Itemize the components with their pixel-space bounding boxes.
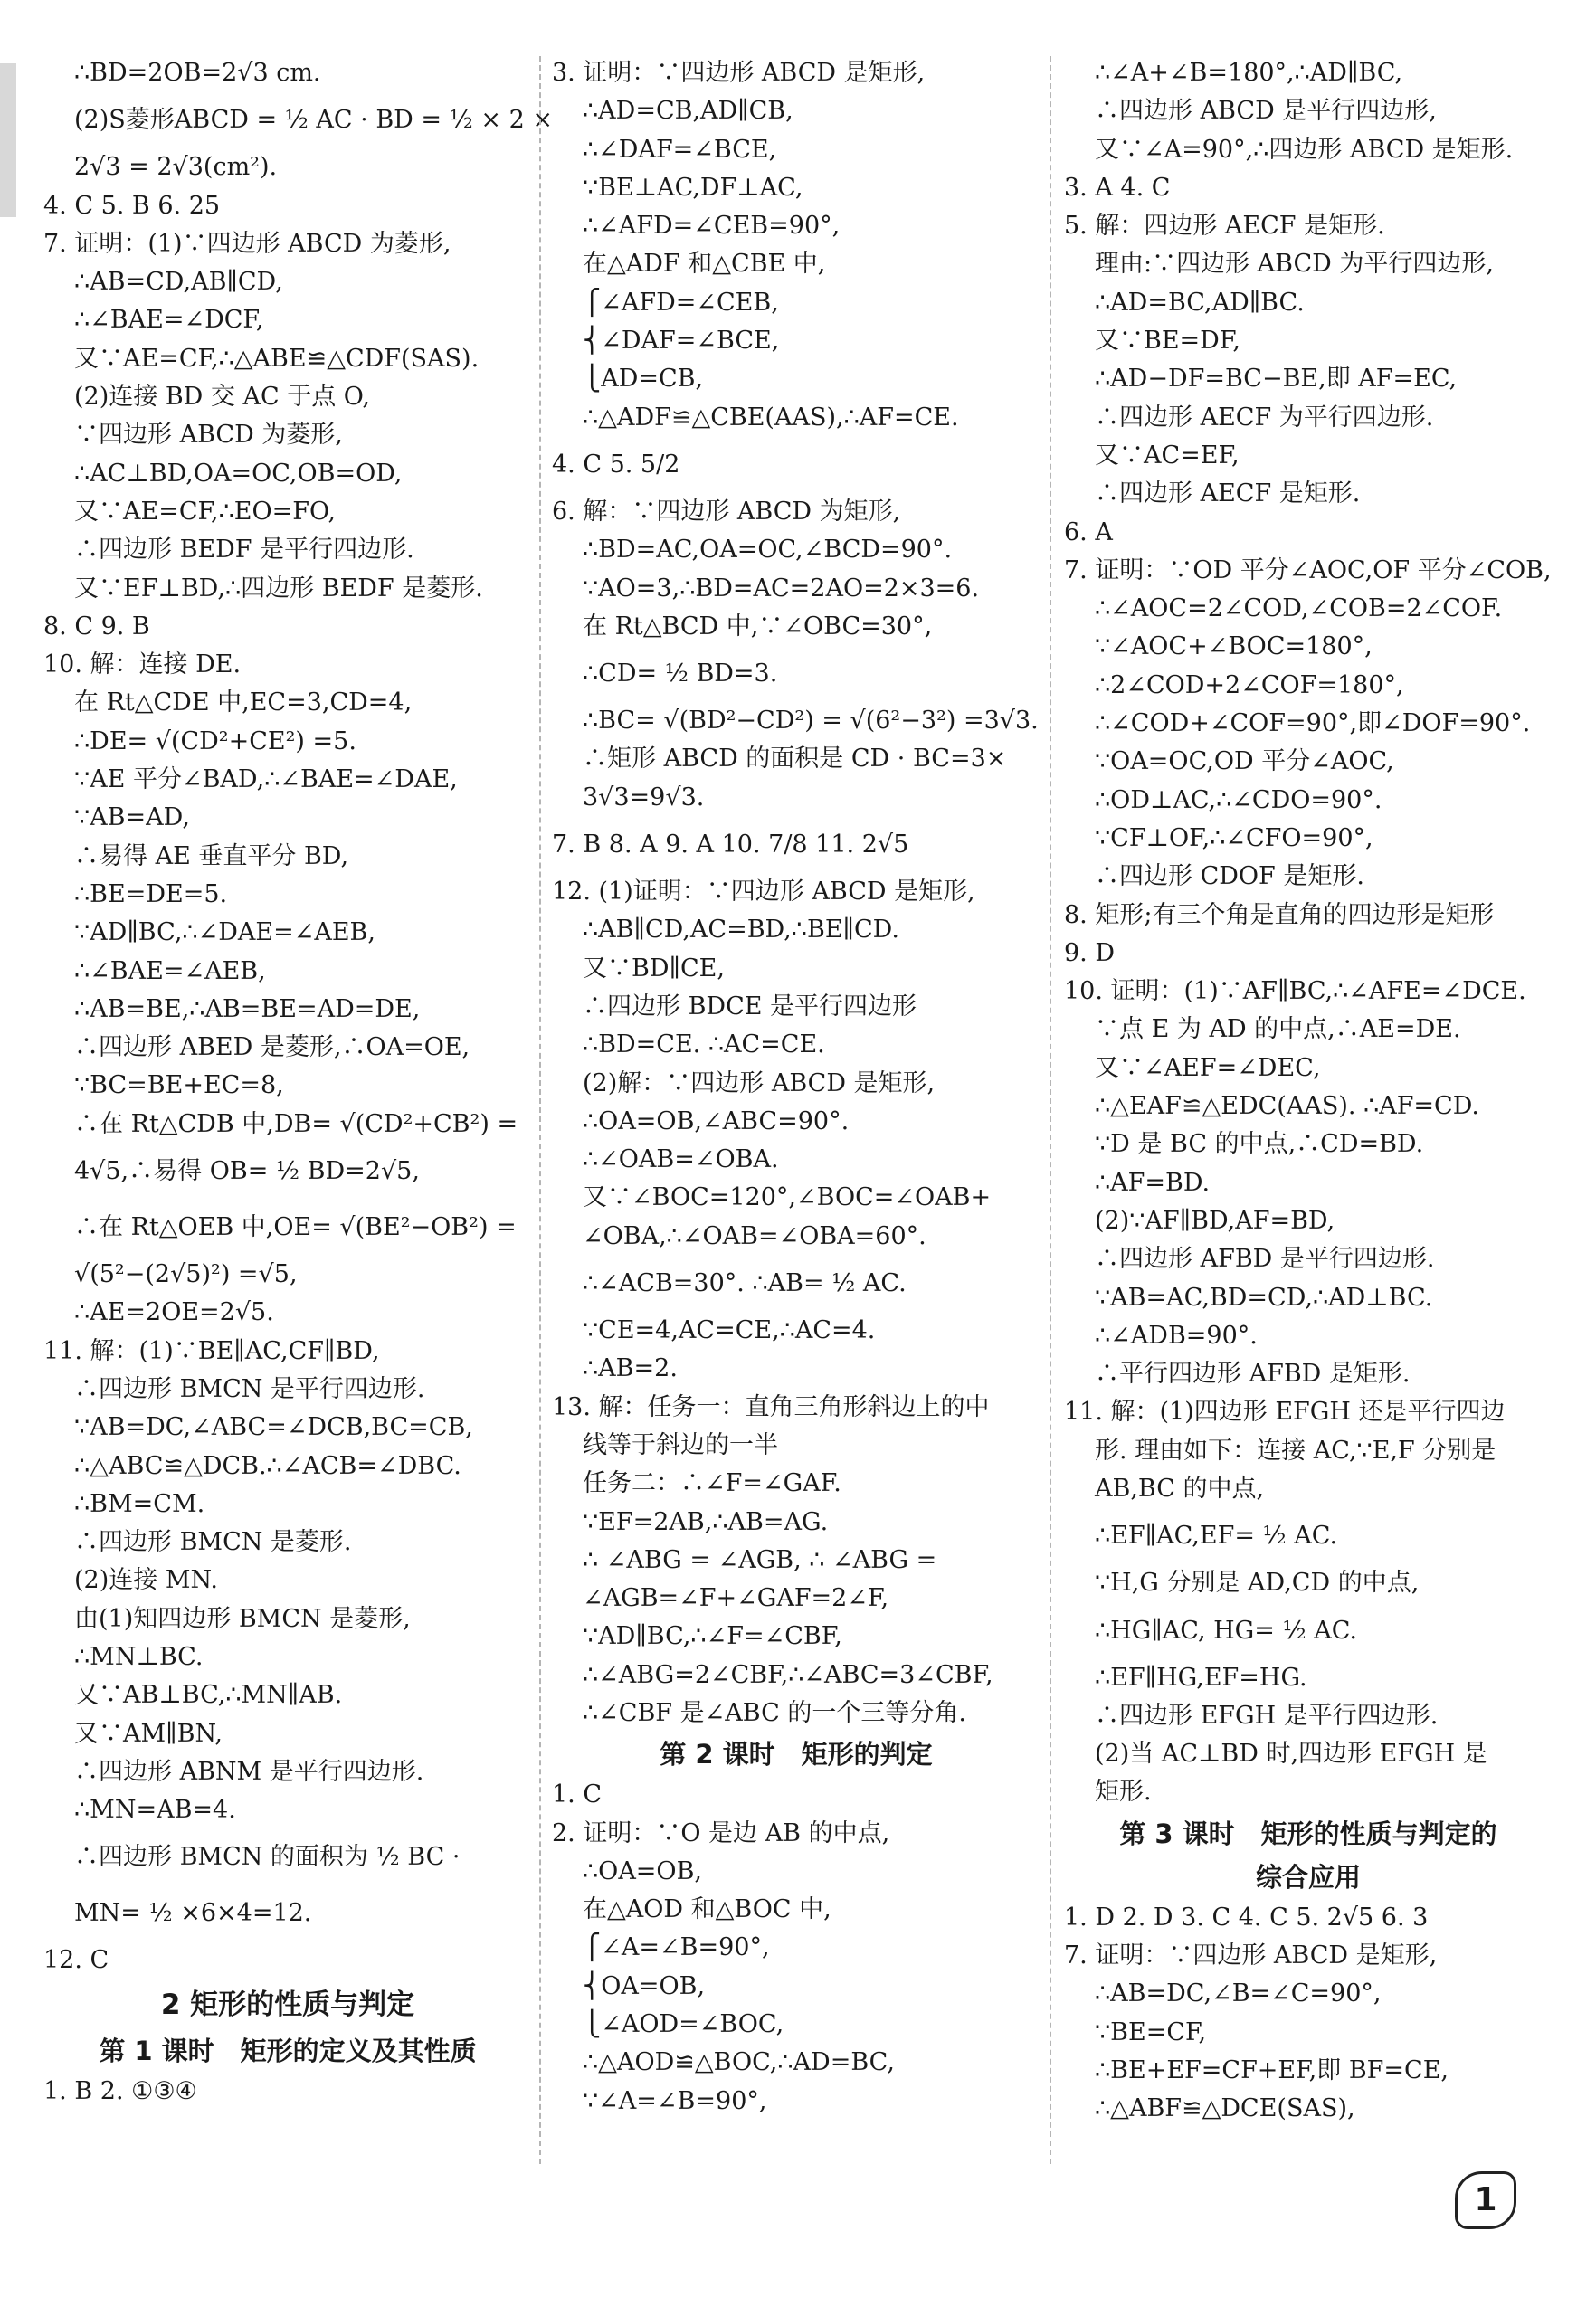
answer-line: ∵AB=AD, (74, 803, 190, 832)
answer-line: 在△ADF 和△CBE 中, (583, 250, 826, 279)
answer-line: ∴MN=AB=4. (74, 1796, 236, 1825)
answer-line: ∴四边形 AECF 是矩形. (1095, 479, 1361, 508)
answer-line: 又∵BE=DF, (1095, 327, 1240, 356)
answer-line: ∵AB=DC,∠ABC=∠DCB,BC=CB, (74, 1413, 473, 1442)
answer-line: ∴四边形 BMCN 是平行四边形. (74, 1374, 425, 1403)
answer-line: ∴AD−DF=BC−BE,即 AF=EC, (1095, 365, 1458, 394)
answer-line: ∴易得 AE 垂直平分 BD, (74, 841, 349, 870)
answer-line: ∴在 Rt△CDB 中,DB= √(CD²+CB²) = (74, 1109, 518, 1138)
answer-line: ∵四边形 ABCD 为菱形, (74, 421, 343, 450)
answer-line: ∴∠COD+∠COF=90°,即∠DOF=90°. (1095, 709, 1531, 738)
answer-line: ∵点 E 为 AD 的中点,∴AE=DE. (1095, 1015, 1461, 1044)
answer-line: ∴AB=BE,∴AB=BE=AD=DE, (74, 994, 421, 1023)
answer-line: 又∵AC=EF, (1095, 441, 1240, 470)
answer-line: 理由:∵四边形 ABCD 为平行四边形, (1095, 250, 1494, 279)
answer-line: (2)连接 BD 交 AC 于点 O, (74, 383, 370, 412)
answer-line: ∴∠BAE=∠DCF, (74, 306, 264, 335)
page-number-badge: 1 (1455, 2171, 1516, 2229)
answer-line: ⎧∠AFD=∠CEB, (583, 288, 779, 317)
answer-line: ∴△ABF≌△DCE(SAS), (1095, 2094, 1355, 2123)
answer-item: 8. C 9. B (43, 612, 150, 641)
answer-item: 2. 证明：∵O 是边 AB 的中点, (552, 1818, 890, 1847)
answer-line: ∴∠DAF=∠BCE, (583, 135, 777, 164)
answer-line: ∵EF=2AB,∴AB=AG. (583, 1507, 829, 1536)
answer-line: ∵CF⊥OF,∴∠CFO=90°, (1095, 823, 1373, 852)
answer-line: ∴四边形 ABNM 是平行四边形. (74, 1757, 424, 1786)
answer-line: 又∵AM∥BN, (74, 1719, 223, 1748)
answer-item: 7. B 8. A 9. A 10. 7/8 11. 2√5 (552, 831, 909, 859)
answer-line: (2)连接 MN. (74, 1566, 218, 1595)
answer-line: ∴OA=OB,∠ABC=90°. (583, 1106, 850, 1135)
answer-item: 1. D 2. D 3. C 4. C 5. 2√5 6. 3 (1064, 1903, 1429, 1932)
answer-item: 3. 证明：∵四边形 ABCD 是矩形, (552, 59, 926, 87)
answer-line: ∴BC= √(BD²−CD²) = √(6²−3²) =3√3. (583, 707, 1039, 736)
answer-line: ∴四边形 CDOF 是矩形. (1095, 862, 1364, 891)
answer-item: 8. 矩形;有三个角是直角的四边形是矩形 (1064, 900, 1495, 929)
answer-line: ∴∠AOC=2∠COD,∠COB=2∠COF. (1095, 594, 1503, 623)
lesson-heading: 第 1 课时 矩形的定义及其性质 (99, 2035, 477, 2066)
answer-item: 7. 证明：∵四边形 ABCD 是矩形, (1064, 1941, 1438, 1970)
answer-item: 10. 解：连接 DE. (43, 650, 242, 679)
answer-line: ∴∠ADB=90°. (1095, 1321, 1258, 1350)
answer-line: ∠AGB=∠F+∠GAF=2∠F, (583, 1584, 889, 1613)
answer-item: 13. 解：任务一：直角三角形斜边上的中 (552, 1392, 990, 1421)
answer-line: ∴DE= √(CD²+CE²) =5. (74, 726, 356, 755)
column-divider (1050, 56, 1051, 2164)
answer-line: ∵BE=CF, (1095, 2017, 1207, 2046)
answer-line: ∴四边形 EFGH 是平行四边形. (1095, 1701, 1439, 1730)
answer-line: ∵AD∥BC,∴∠DAE=∠AEB, (74, 918, 375, 947)
answer-line: ∴四边形 ABED 是菱形,∴OA=OE, (74, 1033, 470, 1062)
answer-item: 4. C 5. 5/2 (552, 450, 680, 479)
answer-line: ∴平行四边形 AFBD 是矩形. (1095, 1360, 1411, 1389)
answer-line: ∴HG∥AC, HG= ½ AC. (1095, 1616, 1357, 1645)
answer-line: AB,BC 的中点, (1095, 1474, 1265, 1503)
answer-item: 4. C 5. B 6. 25 (43, 191, 221, 220)
answer-line: ∴四边形 BEDF 是平行四边形. (74, 536, 414, 565)
answer-line: ∵OA=OC,OD 平分∠AOC, (1095, 747, 1394, 776)
answer-line: (2)S菱形ABCD = ½ AC · BD = ½ × 2 × (74, 106, 553, 135)
answer-line: ∴OD⊥AC,∴∠CDO=90°. (1095, 785, 1382, 814)
answer-line: 又∵AB⊥BC,∴MN∥AB. (74, 1681, 343, 1710)
answer-line: 又∵EF⊥BD,∴四边形 BEDF 是菱形. (74, 574, 483, 603)
answer-line: ∴CD= ½ BD=3. (583, 660, 778, 688)
answer-line: ∴∠ABG=2∠CBF,∴∠ABC=3∠CBF, (583, 1660, 993, 1689)
answer-line: 在 Rt△CDE 中,EC=3,CD=4, (74, 688, 413, 717)
answer-line: ∴BD=CE. ∴AC=CE. (583, 1030, 825, 1059)
answer-item: 12. (1)证明：∵四边形 ABCD 是矩形, (552, 878, 975, 907)
answer-line: 3√3=9√3. (583, 783, 705, 812)
answer-line: ∴四边形 BDCE 是平行四边形 (583, 992, 917, 1021)
answer-line: ∴∠A+∠B=180°,∴AD∥BC, (1095, 59, 1403, 87)
answer-line: 2√3 = 2√3(cm²). (74, 153, 278, 182)
answer-line: ∵BC=BE+EC=8, (74, 1071, 284, 1100)
answer-line: ∴∠ACB=30°. ∴AB= ½ AC. (583, 1269, 907, 1298)
answer-line: ∴AB=2. (583, 1354, 678, 1383)
lesson-heading: 第 3 课时 矩形的性质与判定的 (1119, 1818, 1497, 1849)
lesson-heading: 第 2 课时 矩形的判定 (660, 1739, 933, 1771)
answer-line: ∠OBA,∴∠OAB=∠OBA=60°. (583, 1221, 926, 1250)
answer-line: ∴OA=OB, (583, 1856, 702, 1885)
answer-line: ∵H,G 分别是 AD,CD 的中点, (1095, 1569, 1420, 1598)
answer-line: ∴矩形 ABCD 的面积是 CD · BC=3× (583, 745, 1007, 774)
answer-item: 12. C (43, 1946, 109, 1975)
answer-line: (2)解：∵四边形 ABCD 是矩形, (583, 1068, 936, 1097)
column-right (1064, 54, 1553, 2129)
answer-line: ∴△AOD≌△BOC,∴AD=BC, (583, 2048, 895, 2077)
answer-line: ∴∠BAE=∠AEB, (74, 956, 266, 985)
answer-line: 任务二：∴∠F=∠GAF. (583, 1469, 841, 1498)
answer-line: ∴AF=BD. (1095, 1168, 1211, 1197)
answer-line: ∵AB=AC,BD=CD,∴AD⊥BC. (1095, 1283, 1433, 1312)
answer-line: ∴BE+EF=CF+EF,即 BF=CE, (1095, 2055, 1449, 2084)
answer-line: ∵∠AOC+∠BOC=180°, (1095, 632, 1373, 661)
answer-line: 在△AOD 和△BOC 中, (583, 1895, 831, 1924)
answer-line: ∴AB=CD,AB∥CD, (74, 268, 283, 297)
answer-line: (2)∵AF∥BD,AF=BD, (1095, 1206, 1335, 1235)
answer-line: ∴AD=CB,AD∥CB, (583, 97, 793, 126)
answer-line: ∴四边形 BMCN 是菱形. (74, 1528, 352, 1557)
answer-item: 1. C (552, 1780, 603, 1809)
answer-line: ∵AD∥BC,∴∠F=∠CBF, (583, 1622, 842, 1651)
answer-line: ∵AO=3,∴BD=AC=2AO=2×3=6. (583, 574, 980, 603)
answer-item: 3. A 4. C (1064, 173, 1171, 202)
answer-line: ∴AC⊥BD,OA=OC,OB=OD, (74, 459, 403, 488)
answer-line: ∴△ADF≌△CBE(AAS),∴AF=CE. (583, 403, 959, 432)
answer-item: 9. D (1064, 938, 1115, 967)
answer-item: 6. 解：∵四边形 ABCD 为矩形, (552, 497, 901, 526)
answer-item: 11. 解：(1)∵BE∥AC,CF∥BD, (43, 1336, 380, 1365)
answer-line: ∴EF∥HG,EF=HG. (1095, 1663, 1307, 1692)
answer-line: ⎨∠DAF=∠BCE, (583, 327, 780, 356)
answer-line: ⎨OA=OB, (583, 1971, 706, 2000)
answer-line: ∴AB∥CD,AC=BD,∴BE∥CD. (583, 916, 899, 945)
answer-item: 10. 证明：(1)∵AF∥BC,∴∠AFE=∠DCE. (1064, 977, 1526, 1006)
answer-item: 6. A (1064, 517, 1113, 546)
answer-line: ∴AE=2OE=2√5. (74, 1298, 274, 1327)
column-divider (539, 56, 541, 2164)
answer-line: ∵BE⊥AC,DF⊥AC, (583, 173, 803, 202)
answer-line: 又∵AE=CF,∴△ABE≌△CDF(SAS). (74, 344, 480, 373)
lesson-heading: 综合应用 (1255, 1861, 1361, 1893)
answer-line: ∴BE=DE=5. (74, 879, 228, 908)
answer-line: 又∵AE=CF,∴EO=FO, (74, 497, 337, 526)
answer-line: ∴△ABC≌△DCB.∴∠ACB=∠DBC. (74, 1451, 461, 1480)
answer-line: 线等于斜边的一半 (583, 1430, 778, 1459)
column-left (43, 54, 553, 2111)
answer-line: 由(1)知四边形 BMCN 是菱形, (74, 1604, 411, 1633)
answer-line: ∵AE 平分∠BAD,∴∠BAE=∠DAE, (74, 765, 458, 794)
section-heading: 2 矩形的性质与判定 (160, 1988, 415, 2021)
answer-line: ∴BD=2OB=2√3 cm. (74, 59, 321, 87)
answer-item: 7. 证明：(1)∵四边形 ABCD 为菱形, (43, 229, 451, 258)
answer-line: 4√5,∴易得 OB= ½ BD=2√5, (74, 1157, 420, 1186)
answer-line: 又∵∠BOC=120°,∠BOC=∠OAB+ (583, 1183, 992, 1212)
answer-line: ∴MN⊥BC. (74, 1642, 204, 1671)
answer-line: ∴BM=CM. (74, 1489, 205, 1518)
answer-line: ∴四边形 BMCN 的面积为 ½ BC · (74, 1843, 461, 1872)
answer-line: ∴∠OAB=∠OBA. (583, 1145, 779, 1174)
answer-line: ∴四边形 ABCD 是平行四边形, (1095, 97, 1437, 126)
answer-line: ∴BD=AC,OA=OC,∠BCD=90°. (583, 536, 953, 565)
answer-line: ∴∠AFD=∠CEB=90°, (583, 212, 841, 241)
answer-line: 矩形. (1095, 1778, 1152, 1807)
answer-line: ∴∠CBF 是∠ABC 的一个三等分角. (583, 1698, 966, 1727)
answer-line: ⎧∠A=∠B=90°, (583, 1933, 770, 1962)
answer-line: 形. 理由如下：连接 AC,∵E,F 分别是 (1095, 1436, 1496, 1465)
answer-line: ∴ ∠ABG = ∠AGB, ∴ ∠ABG = (583, 1545, 937, 1574)
answer-line: ∴四边形 AFBD 是平行四边形. (1095, 1245, 1435, 1274)
answer-line: ∴在 Rt△OEB 中,OE= √(BE²−OB²) = (74, 1213, 517, 1242)
answer-line: ∴EF∥AC,EF= ½ AC. (1095, 1522, 1338, 1551)
answer-line: 又∵BD∥CE, (583, 954, 725, 983)
answer-line: ∴AB=DC,∠B=∠C=90°, (1095, 1979, 1382, 2008)
answer-line: ⎩∠AOD=∠BOC, (583, 2010, 784, 2039)
answer-line: 又∵∠A=90°,∴四边形 ABCD 是矩形. (1095, 135, 1514, 164)
answer-item: 11. 解：(1)四边形 EFGH 还是平行四边 (1064, 1398, 1506, 1427)
answer-line: ∴AD=BC,AD∥BC. (1095, 288, 1305, 317)
answer-item: 7. 证明：∵OD 平分∠AOC,OF 平分∠COB, (1064, 555, 1552, 584)
answer-line: 又∵∠AEF=∠DEC, (1095, 1053, 1321, 1082)
answer-line: √(5²−(2√5)²) =√5, (74, 1260, 298, 1289)
answer-line: (2)当 AC⊥BD 时,四边形 EFGH 是 (1095, 1740, 1487, 1769)
answer-item: 1. B 2. ①③④ (43, 2076, 197, 2105)
column-middle (552, 54, 1040, 2121)
answer-line: 在 Rt△BCD 中,∵∠OBC=30°, (583, 612, 933, 641)
answer-line: ∵∠A=∠B=90°, (583, 2086, 767, 2115)
answer-line: MN= ½ ×6×4=12. (74, 1899, 312, 1928)
answer-item: 5. 解：四边形 AECF 是矩形. (1064, 212, 1385, 241)
answer-line: ∴四边形 AECF 为平行四边形. (1095, 403, 1434, 432)
answer-line: ⎩AD=CB, (583, 365, 704, 394)
answer-line: ∴△EAF≌△EDC(AAS). ∴AF=CD. (1095, 1092, 1479, 1121)
answer-line: ∵CE=4,AC=CE,∴AC=4. (583, 1316, 876, 1345)
answer-line: ∴2∠COD+2∠COF=180°, (1095, 670, 1404, 699)
page-edge-tab (0, 63, 16, 217)
answer-line: ∵D 是 BC 的中点,∴CD=BD. (1095, 1130, 1424, 1159)
